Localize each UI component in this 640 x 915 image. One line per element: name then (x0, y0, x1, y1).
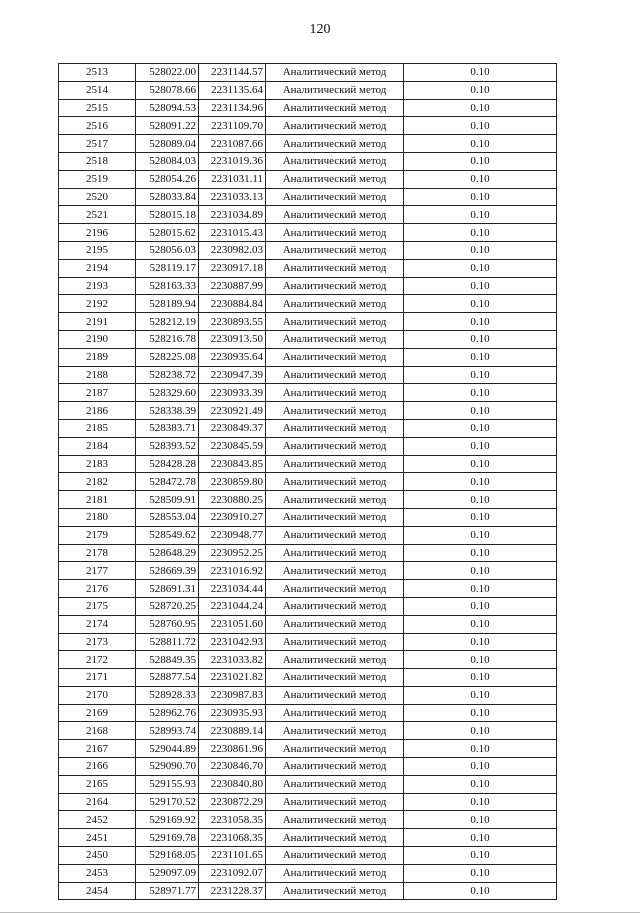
point-number-cell: 2175 (59, 597, 136, 615)
x-coordinate-cell: 528078.66 (136, 81, 199, 99)
y-coordinate-cell: 2231101.65 (199, 847, 266, 865)
y-coordinate-cell: 2230861.96 (199, 740, 266, 758)
y-coordinate-cell: 2231044.24 (199, 597, 266, 615)
x-coordinate-cell: 528238.72 (136, 366, 199, 384)
method-cell: Аналитический метод (266, 597, 404, 615)
y-coordinate-cell: 2230884.84 (199, 295, 266, 313)
table-row (59, 259, 557, 277)
accuracy-cell: 0.10 (404, 117, 557, 135)
accuracy-cell: 0.10 (404, 669, 557, 687)
x-coordinate-cell: 528962.76 (136, 704, 199, 722)
x-coordinate-cell: 528338.39 (136, 402, 199, 420)
y-coordinate-cell: 2230893.55 (199, 313, 266, 331)
y-coordinate-cell: 2231033.13 (199, 188, 266, 206)
page-number: 120 (309, 22, 331, 37)
accuracy-cell: 0.10 (404, 651, 557, 669)
table-row (59, 224, 557, 242)
accuracy-cell: 0.10 (404, 597, 557, 615)
x-coordinate-cell: 528549.62 (136, 526, 199, 544)
point-number-cell: 2515 (59, 99, 136, 117)
x-coordinate-cell: 528393.52 (136, 437, 199, 455)
accuracy-cell: 0.10 (404, 81, 557, 99)
y-coordinate-cell: 2231068.35 (199, 829, 266, 847)
method-cell: Аналитический метод (266, 241, 404, 259)
accuracy-cell: 0.10 (404, 633, 557, 651)
method-cell: Аналитический метод (266, 224, 404, 242)
x-coordinate-cell: 528720.25 (136, 597, 199, 615)
x-coordinate-cell: 528329.60 (136, 384, 199, 402)
accuracy-cell: 0.10 (404, 882, 557, 900)
method-cell: Аналитический метод (266, 437, 404, 455)
accuracy-cell: 0.10 (404, 99, 557, 117)
table-row (59, 366, 557, 384)
x-coordinate-cell: 528212.19 (136, 313, 199, 331)
accuracy-cell: 0.10 (404, 384, 557, 402)
point-number-cell: 2185 (59, 419, 136, 437)
point-number-cell: 2514 (59, 81, 136, 99)
x-coordinate-cell: 528928.33 (136, 686, 199, 704)
point-number-cell: 2182 (59, 473, 136, 491)
method-cell: Аналитический метод (266, 99, 404, 117)
accuracy-cell: 0.10 (404, 170, 557, 188)
x-coordinate-cell: 528054.26 (136, 170, 199, 188)
point-number-cell: 2452 (59, 811, 136, 829)
accuracy-cell: 0.10 (404, 152, 557, 170)
x-coordinate-cell: 528669.39 (136, 562, 199, 580)
point-number-cell: 2178 (59, 544, 136, 562)
table-row (59, 117, 557, 135)
point-number-cell: 2191 (59, 313, 136, 331)
page-bottom-edge (0, 912, 640, 913)
table-row (59, 241, 557, 259)
point-number-cell: 2183 (59, 455, 136, 473)
table-row (59, 419, 557, 437)
method-cell: Аналитический метод (266, 526, 404, 544)
point-number-cell: 2513 (59, 64, 136, 82)
accuracy-cell: 0.10 (404, 437, 557, 455)
accuracy-cell: 0.10 (404, 864, 557, 882)
table-row (59, 793, 557, 811)
method-cell: Аналитический метод (266, 847, 404, 865)
accuracy-cell: 0.10 (404, 135, 557, 153)
accuracy-cell: 0.10 (404, 277, 557, 295)
method-cell: Аналитический метод (266, 775, 404, 793)
y-coordinate-cell: 2231051.60 (199, 615, 266, 633)
accuracy-cell: 0.10 (404, 313, 557, 331)
table-row (59, 722, 557, 740)
accuracy-cell: 0.10 (404, 526, 557, 544)
point-number-cell: 2520 (59, 188, 136, 206)
x-coordinate-cell: 528189.94 (136, 295, 199, 313)
point-number-cell: 2519 (59, 170, 136, 188)
table-row (59, 277, 557, 295)
x-coordinate-cell: 529169.92 (136, 811, 199, 829)
x-coordinate-cell: 529169.78 (136, 829, 199, 847)
point-number-cell: 2179 (59, 526, 136, 544)
x-coordinate-cell: 528094.53 (136, 99, 199, 117)
accuracy-cell: 0.10 (404, 544, 557, 562)
accuracy-cell: 0.10 (404, 740, 557, 758)
point-number-cell: 2450 (59, 847, 136, 865)
method-cell: Аналитический метод (266, 508, 404, 526)
table-row (59, 864, 557, 882)
method-cell: Аналитический метод (266, 669, 404, 687)
method-cell: Аналитический метод (266, 651, 404, 669)
accuracy-cell: 0.10 (404, 206, 557, 224)
x-coordinate-cell: 528015.18 (136, 206, 199, 224)
table-row (59, 829, 557, 847)
y-coordinate-cell: 2231019.36 (199, 152, 266, 170)
method-cell: Аналитический метод (266, 117, 404, 135)
y-coordinate-cell: 2231034.44 (199, 580, 266, 598)
x-coordinate-cell: 529044.89 (136, 740, 199, 758)
point-number-cell: 2164 (59, 793, 136, 811)
point-number-cell: 2167 (59, 740, 136, 758)
method-cell: Аналитический метод (266, 473, 404, 491)
point-number-cell: 2190 (59, 330, 136, 348)
y-coordinate-cell: 2231034.89 (199, 206, 266, 224)
x-coordinate-cell: 528033.84 (136, 188, 199, 206)
accuracy-cell: 0.10 (404, 473, 557, 491)
method-cell: Аналитический метод (266, 348, 404, 366)
y-coordinate-cell: 2230859.80 (199, 473, 266, 491)
method-cell: Аналитический метод (266, 455, 404, 473)
x-coordinate-cell: 528553.04 (136, 508, 199, 526)
x-coordinate-cell: 528225.08 (136, 348, 199, 366)
y-coordinate-cell: 2230947.39 (199, 366, 266, 384)
y-coordinate-cell: 2230845.59 (199, 437, 266, 455)
x-coordinate-cell: 528472.78 (136, 473, 199, 491)
table-row (59, 135, 557, 153)
table-row (59, 633, 557, 651)
method-cell: Аналитический метод (266, 722, 404, 740)
accuracy-cell: 0.10 (404, 330, 557, 348)
point-number-cell: 2176 (59, 580, 136, 598)
accuracy-cell: 0.10 (404, 775, 557, 793)
point-number-cell: 2173 (59, 633, 136, 651)
x-coordinate-cell: 528383.71 (136, 419, 199, 437)
table-row (59, 526, 557, 544)
accuracy-cell: 0.10 (404, 64, 557, 82)
x-coordinate-cell: 528849.35 (136, 651, 199, 669)
table-row (59, 544, 557, 562)
table-row (59, 152, 557, 170)
point-number-cell: 2451 (59, 829, 136, 847)
x-coordinate-cell: 529090.70 (136, 758, 199, 776)
y-coordinate-cell: 2231058.35 (199, 811, 266, 829)
y-coordinate-cell: 2231021.82 (199, 669, 266, 687)
point-number-cell: 2453 (59, 864, 136, 882)
point-number-cell: 2168 (59, 722, 136, 740)
y-coordinate-cell: 2230889.14 (199, 722, 266, 740)
accuracy-cell: 0.10 (404, 455, 557, 473)
y-coordinate-cell: 2231134.96 (199, 99, 266, 117)
table-row (59, 686, 557, 704)
method-cell: Аналитический метод (266, 864, 404, 882)
x-coordinate-cell: 529170.52 (136, 793, 199, 811)
y-coordinate-cell: 2231109.70 (199, 117, 266, 135)
table-row (59, 704, 557, 722)
y-coordinate-cell: 2230921.49 (199, 402, 266, 420)
point-number-cell: 2171 (59, 669, 136, 687)
method-cell: Аналитический метод (266, 295, 404, 313)
x-coordinate-cell: 529155.93 (136, 775, 199, 793)
point-number-cell: 2196 (59, 224, 136, 242)
accuracy-cell: 0.10 (404, 295, 557, 313)
x-coordinate-cell: 528216.78 (136, 330, 199, 348)
accuracy-cell: 0.10 (404, 491, 557, 509)
point-number-cell: 2181 (59, 491, 136, 509)
accuracy-cell: 0.10 (404, 793, 557, 811)
x-coordinate-cell: 528119.17 (136, 259, 199, 277)
accuracy-cell: 0.10 (404, 348, 557, 366)
x-coordinate-cell: 528056.03 (136, 241, 199, 259)
table-row (59, 597, 557, 615)
table-row (59, 669, 557, 687)
point-number-cell: 2516 (59, 117, 136, 135)
point-number-cell: 2188 (59, 366, 136, 384)
accuracy-cell: 0.10 (404, 704, 557, 722)
y-coordinate-cell: 2230935.64 (199, 348, 266, 366)
table-row (59, 206, 557, 224)
point-number-cell: 2169 (59, 704, 136, 722)
x-coordinate-cell: 528163.33 (136, 277, 199, 295)
accuracy-cell: 0.10 (404, 366, 557, 384)
method-cell: Аналитический метод (266, 402, 404, 420)
method-cell: Аналитический метод (266, 793, 404, 811)
table-row (59, 473, 557, 491)
method-cell: Аналитический метод (266, 206, 404, 224)
y-coordinate-cell: 2230872.29 (199, 793, 266, 811)
method-cell: Аналитический метод (266, 882, 404, 900)
point-number-cell: 2165 (59, 775, 136, 793)
y-coordinate-cell: 2230987.83 (199, 686, 266, 704)
y-coordinate-cell: 2230982.03 (199, 241, 266, 259)
accuracy-cell: 0.10 (404, 722, 557, 740)
point-number-cell: 2174 (59, 615, 136, 633)
table-row (59, 882, 557, 900)
y-coordinate-cell: 2230935.93 (199, 704, 266, 722)
point-number-cell: 2172 (59, 651, 136, 669)
x-coordinate-cell: 528811.72 (136, 633, 199, 651)
accuracy-cell: 0.10 (404, 580, 557, 598)
x-coordinate-cell: 528509.91 (136, 491, 199, 509)
table-row (59, 847, 557, 865)
point-number-cell: 2189 (59, 348, 136, 366)
method-cell: Аналитический метод (266, 330, 404, 348)
y-coordinate-cell: 2230917.18 (199, 259, 266, 277)
y-coordinate-cell: 2231228.37 (199, 882, 266, 900)
y-coordinate-cell: 2230880.25 (199, 491, 266, 509)
x-coordinate-cell: 528971.77 (136, 882, 199, 900)
coordinates-table (58, 63, 557, 900)
accuracy-cell: 0.10 (404, 811, 557, 829)
x-coordinate-cell: 528993.74 (136, 722, 199, 740)
x-coordinate-cell: 528022.00 (136, 64, 199, 82)
x-coordinate-cell: 528691.31 (136, 580, 199, 598)
x-coordinate-cell: 528084.03 (136, 152, 199, 170)
method-cell: Аналитический метод (266, 562, 404, 580)
y-coordinate-cell: 2231144.57 (199, 64, 266, 82)
point-number-cell: 2517 (59, 135, 136, 153)
point-number-cell: 2521 (59, 206, 136, 224)
x-coordinate-cell: 528428.28 (136, 455, 199, 473)
point-number-cell: 2170 (59, 686, 136, 704)
accuracy-cell: 0.10 (404, 847, 557, 865)
table-row (59, 295, 557, 313)
y-coordinate-cell: 2231031.11 (199, 170, 266, 188)
point-number-cell: 2192 (59, 295, 136, 313)
point-number-cell: 2180 (59, 508, 136, 526)
y-coordinate-cell: 2230840.80 (199, 775, 266, 793)
y-coordinate-cell: 2231042.93 (199, 633, 266, 651)
point-number-cell: 2166 (59, 758, 136, 776)
table-row (59, 188, 557, 206)
table-row (59, 580, 557, 598)
table-row (59, 313, 557, 331)
table-row (59, 81, 557, 99)
point-number-cell: 2194 (59, 259, 136, 277)
y-coordinate-cell: 2230913.50 (199, 330, 266, 348)
method-cell: Аналитический метод (266, 81, 404, 99)
method-cell: Аналитический метод (266, 686, 404, 704)
y-coordinate-cell: 2230846.70 (199, 758, 266, 776)
accuracy-cell: 0.10 (404, 241, 557, 259)
table-row (59, 455, 557, 473)
y-coordinate-cell: 2231135.64 (199, 81, 266, 99)
accuracy-cell: 0.10 (404, 188, 557, 206)
method-cell: Аналитический метод (266, 64, 404, 82)
method-cell: Аналитический метод (266, 580, 404, 598)
point-number-cell: 2177 (59, 562, 136, 580)
accuracy-cell: 0.10 (404, 615, 557, 633)
table-row (59, 491, 557, 509)
y-coordinate-cell: 2231092.07 (199, 864, 266, 882)
table-row (59, 508, 557, 526)
y-coordinate-cell: 2231033.82 (199, 651, 266, 669)
method-cell: Аналитический метод (266, 811, 404, 829)
accuracy-cell: 0.10 (404, 562, 557, 580)
table-row (59, 811, 557, 829)
accuracy-cell: 0.10 (404, 508, 557, 526)
table-row (59, 99, 557, 117)
table-row (59, 348, 557, 366)
method-cell: Аналитический метод (266, 829, 404, 847)
y-coordinate-cell: 2231087.66 (199, 135, 266, 153)
point-number-cell: 2186 (59, 402, 136, 420)
table-row (59, 437, 557, 455)
method-cell: Аналитический метод (266, 615, 404, 633)
table-row (59, 402, 557, 420)
point-number-cell: 2454 (59, 882, 136, 900)
accuracy-cell: 0.10 (404, 259, 557, 277)
accuracy-cell: 0.10 (404, 758, 557, 776)
x-coordinate-cell: 528877.54 (136, 669, 199, 687)
y-coordinate-cell: 2230849.37 (199, 419, 266, 437)
accuracy-cell: 0.10 (404, 686, 557, 704)
method-cell: Аналитический метод (266, 366, 404, 384)
accuracy-cell: 0.10 (404, 402, 557, 420)
point-number-cell: 2518 (59, 152, 136, 170)
table-row (59, 740, 557, 758)
x-coordinate-cell: 528648.29 (136, 544, 199, 562)
table-row (59, 562, 557, 580)
method-cell: Аналитический метод (266, 419, 404, 437)
table-row (59, 651, 557, 669)
x-coordinate-cell: 529097.09 (136, 864, 199, 882)
x-coordinate-cell: 528089.04 (136, 135, 199, 153)
y-coordinate-cell: 2231015.43 (199, 224, 266, 242)
table-row (59, 384, 557, 402)
method-cell: Аналитический метод (266, 758, 404, 776)
point-number-cell: 2193 (59, 277, 136, 295)
y-coordinate-cell: 2230887.99 (199, 277, 266, 295)
point-number-cell: 2187 (59, 384, 136, 402)
y-coordinate-cell: 2230948.77 (199, 526, 266, 544)
y-coordinate-cell: 2230843.85 (199, 455, 266, 473)
accuracy-cell: 0.10 (404, 829, 557, 847)
method-cell: Аналитический метод (266, 135, 404, 153)
method-cell: Аналитический метод (266, 633, 404, 651)
method-cell: Аналитический метод (266, 384, 404, 402)
point-number-cell: 2184 (59, 437, 136, 455)
y-coordinate-cell: 2230933.39 (199, 384, 266, 402)
point-number-cell: 2195 (59, 241, 136, 259)
table-row (59, 330, 557, 348)
table-row (59, 775, 557, 793)
method-cell: Аналитический метод (266, 152, 404, 170)
y-coordinate-cell: 2230952.25 (199, 544, 266, 562)
accuracy-cell: 0.10 (404, 419, 557, 437)
method-cell: Аналитический метод (266, 259, 404, 277)
y-coordinate-cell: 2230910.27 (199, 508, 266, 526)
table-row (59, 64, 557, 82)
table-row (59, 758, 557, 776)
accuracy-cell: 0.10 (404, 224, 557, 242)
x-coordinate-cell: 528091.22 (136, 117, 199, 135)
method-cell: Аналитический метод (266, 491, 404, 509)
x-coordinate-cell: 529168.05 (136, 847, 199, 865)
method-cell: Аналитический метод (266, 544, 404, 562)
method-cell: Аналитический метод (266, 704, 404, 722)
y-coordinate-cell: 2231016.92 (199, 562, 266, 580)
table-row (59, 615, 557, 633)
x-coordinate-cell: 528760.95 (136, 615, 199, 633)
coordinates-table-body (59, 64, 557, 900)
table-row (59, 170, 557, 188)
method-cell: Аналитический метод (266, 740, 404, 758)
method-cell: Аналитический метод (266, 188, 404, 206)
method-cell: Аналитический метод (266, 277, 404, 295)
method-cell: Аналитический метод (266, 170, 404, 188)
method-cell: Аналитический метод (266, 313, 404, 331)
x-coordinate-cell: 528015.62 (136, 224, 199, 242)
